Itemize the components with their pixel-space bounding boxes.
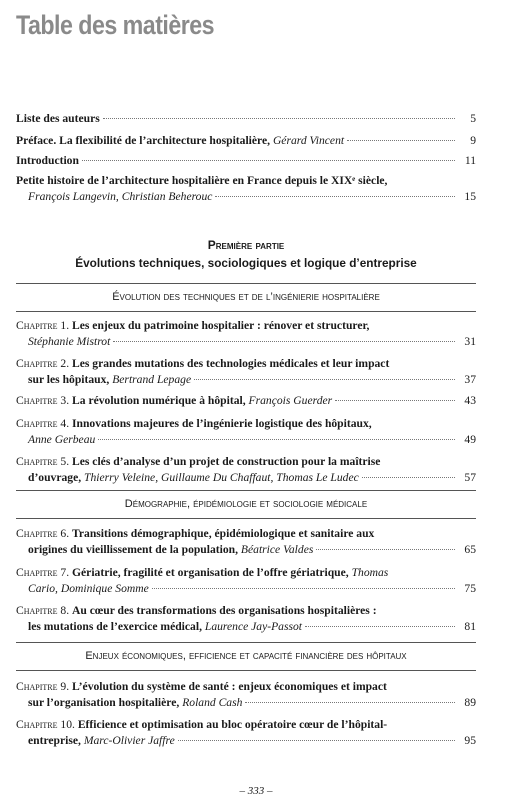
chapter-title: Au cœur des transformations des organisations hospitalières : — [72, 604, 377, 617]
dot-leader — [113, 341, 455, 342]
page-number: 75 — [464, 582, 476, 595]
page-number: 5 — [470, 112, 476, 125]
section-heading: Évolution des techniques et de l’ingénierie hospitalière — [112, 291, 380, 303]
part-label: Première partie — [207, 238, 285, 252]
entry-label: Liste des auteurs — [16, 112, 100, 125]
chapter-title-cont: sur l’organisation hospitalière, — [28, 696, 180, 709]
page-number: 37 — [464, 373, 476, 386]
entry-author: Gérard Vincent — [272, 134, 345, 147]
divider — [16, 311, 476, 312]
page-number: 49 — [464, 433, 476, 446]
chapter-number: Chapitre 8. — [16, 604, 70, 617]
chapter-title: Efficience et optimisation au bloc opératoire cœur de l’hôpital- — [77, 718, 388, 731]
divider — [16, 490, 476, 491]
chapter-number: Chapitre 1. — [16, 319, 70, 332]
toc-entry-chapter-7[interactable] — [16, 565, 476, 597]
part-title: Évolutions techniques, sociologiques et logique d’entreprise — [75, 256, 417, 270]
page-number: 11 — [464, 154, 476, 167]
dot-leader — [245, 702, 455, 703]
dot-leader — [215, 196, 455, 197]
dot-leader — [178, 740, 455, 741]
entry-author: François Langevin, Christian Beherouc — [28, 190, 213, 203]
dot-leader — [316, 549, 455, 550]
chapter-title: Innovations majeures de l’ingénierie logistique des hôpitaux, — [72, 417, 372, 430]
chapter-author: Thomas — [351, 566, 389, 579]
toc-entry-chapter-2[interactable] — [16, 356, 476, 388]
chapter-title: Les clés d’analyse d’un projet de construction pour la maîtrise — [72, 455, 381, 468]
toc-entry-history[interactable] — [16, 173, 476, 205]
chapter-author: Bertrand Lepage — [112, 373, 192, 386]
page-number: 9 — [470, 134, 476, 147]
page-number: 81 — [464, 620, 476, 633]
chapter-title-cont: entreprise, — [28, 734, 81, 747]
section-heading: Démographie, épidémiologie et sociologie médicale — [124, 498, 368, 510]
toc-entry-preface[interactable] — [16, 133, 476, 149]
chapter-title: L’évolution du système de santé : enjeux économiques et impact — [72, 680, 387, 693]
chapter-title-cont: d’ouvrage, — [28, 471, 82, 484]
toc-entry-chapter-8[interactable] — [16, 603, 476, 635]
chapter-title: Transitions démographique, épidémiologique et sanitaire aux — [72, 527, 375, 540]
chapter-author: Thierry Veleine, Guillaume Du Chaffaut, Thomas Le Ludec — [84, 471, 359, 484]
chapter-title: La révolution numérique à hôpital, — [72, 394, 246, 407]
page-number: 95 — [464, 734, 476, 747]
chapter-author: Laurence Jay-Passot — [204, 620, 303, 633]
chapter-title: Les grandes mutations des technologies médicales et leur impact — [72, 357, 390, 370]
divider — [16, 642, 476, 643]
toc-entry-chapter-4[interactable] — [16, 416, 476, 448]
chapter-number: Chapitre 2. — [16, 357, 70, 370]
toc-entry-chapter-1[interactable] — [16, 318, 476, 350]
chapter-number: Chapitre 6. — [16, 527, 70, 540]
page-title: Table des matières — [16, 10, 215, 40]
page-folio: – 333 – — [239, 785, 273, 797]
page-number: 31 — [464, 335, 476, 348]
page-number: 15 — [464, 190, 476, 203]
chapter-author: Cario, Dominique Somme — [28, 582, 149, 595]
toc-entry-introduction[interactable] — [16, 153, 476, 169]
toc-entry-chapter-6[interactable] — [16, 526, 476, 558]
chapter-author: Roland Cash — [182, 696, 243, 709]
divider — [16, 670, 476, 671]
chapter-author: Marc-Olivier Jaffre — [83, 734, 175, 747]
entry-label: Petite histoire de l’architecture hospitalière en France depuis le XIXᵉ siècle, — [16, 174, 388, 187]
chapter-number: Chapitre 3. — [16, 394, 70, 407]
toc-entry-chapter-5[interactable] — [16, 454, 476, 486]
chapter-author: Stéphanie Mistrot — [28, 335, 111, 348]
chapter-author: François Guerder — [248, 394, 333, 407]
dot-leader — [82, 160, 455, 161]
chapter-number: Chapitre 9. — [16, 680, 70, 693]
page-number: 57 — [464, 471, 476, 484]
divider — [16, 283, 476, 284]
chapter-author: Béatrice Valdes — [240, 543, 314, 556]
dot-leader — [362, 477, 455, 478]
toc-entry-chapter-9[interactable] — [16, 679, 476, 711]
dot-leader — [103, 118, 455, 119]
dot-leader — [305, 626, 455, 627]
toc-entry-chapter-3[interactable] — [16, 393, 476, 409]
toc-entry-chapter-10[interactable] — [16, 717, 476, 749]
dot-leader — [98, 439, 455, 440]
page-number: 43 — [464, 394, 476, 407]
chapter-author: Anne Gerbeau — [28, 433, 96, 446]
dot-leader — [347, 140, 455, 141]
dot-leader — [194, 379, 455, 380]
page-number: 65 — [464, 543, 476, 556]
entry-label: Préface. La flexibilité de l’architecture hospitalière, — [16, 134, 271, 147]
chapter-title-cont: sur les hôpitaux, — [28, 373, 110, 386]
page-number: 89 — [464, 696, 476, 709]
section-heading: Enjeux économiques, efficience et capacité financière des hôpitaux — [85, 650, 407, 662]
chapter-number: Chapitre 7. — [16, 566, 70, 579]
chapter-title: Gériatrie, fragilité et organisation de l’offre gériatrique, — [72, 566, 349, 579]
dot-leader — [152, 588, 455, 589]
chapter-number: Chapitre 4. — [16, 417, 70, 430]
entry-label: Introduction — [16, 154, 79, 167]
chapter-title-cont: les mutations de l’exercice médical, — [28, 620, 202, 633]
chapter-title-cont: origines du vieillissement de la population, — [28, 543, 239, 556]
chapter-number: Chapitre 5. — [16, 455, 70, 468]
chapter-number: Chapitre 10. — [16, 718, 75, 731]
dot-leader — [335, 400, 455, 401]
divider — [16, 518, 476, 519]
toc-entry-authors[interactable] — [16, 111, 476, 127]
chapter-title: Les enjeux du patrimoine hospitalier : rénover et structurer, — [72, 319, 370, 332]
